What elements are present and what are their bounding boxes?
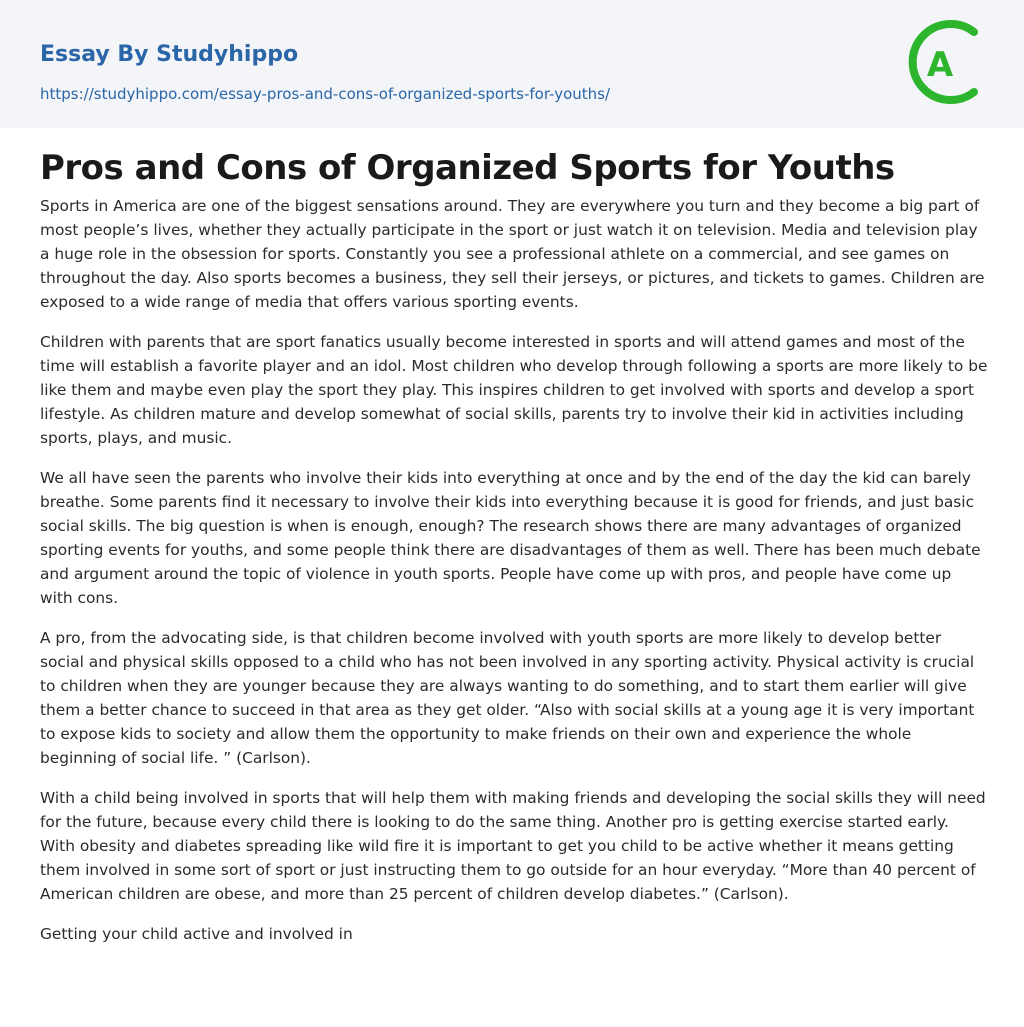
essay-paragraph-4: A pro, from the advocating side, is that children become involved with youth sports are more likely to develop better social and physical skills opposed to a child who has not been involved in any sporting activity. Physical activity is crucial to children when they are younger because they are always wanting to do something, and to start them earlier will give them a better chance to succeed in that area as they get older. “Also with social skills at a young age it is very important to expose kids to society and allow them the opportunity to make friends on their own and experience the whole beginning of social life. ” (Carlson). bbox=[40, 629, 975, 767]
essay-paragraph-6: Getting your child active and involved in bbox=[40, 925, 353, 943]
brand-title[interactable]: Essay By Studyhippo bbox=[40, 42, 299, 67]
source-url-link[interactable]: https://studyhippo.com/essay-pros-and-cons-of-organized-sports-for-youths/ bbox=[40, 85, 611, 103]
logo-ring-inner bbox=[970, 38, 982, 86]
essay-paragraph-2: Children with parents that are sport fanatics usually become interested in sports and will attend games and most of the time will establish a favorite player and an idol. Most children who develop through following a sports are more likely to be like them and maybe even play the sport they play. This inspires children to get involved with sports and develop a sport lifestyle. As children mature and develop somewhat of social skills, parents try to involve their kid in activities including sports, plays, and music. bbox=[40, 333, 988, 447]
essay-paragraph-1: Sports in America are one of the biggest sensations around. They are everywhere you turn and they become a big part of most people’s lives, whether they actually participate in the sport or just watch it on television. Media and television play a huge role in the obsession for sports. Constantly you see a professional athlete on a commercial, and see games on throughout the day. Also sports becomes a business, they sell their jerseys, or pictures, and tickets to games. Children are exposed to a wide range of media that offers various sporting events. bbox=[40, 197, 985, 311]
essay-content bbox=[40, 146, 988, 962]
essay-paragraph-3: We all have seen the parents who involve their kids into everything at once and by the end of the day the kid can barely breathe. Some parents find it necessary to involve their kids into everything because it is good for friends, and just basic social skills. The big question is when is enough, enough? The research shows there are many advantages of organized sporting events for youths, and some people think there are disadvantages of them as well. There has been much debate and argument around the topic of violence in youth sports. People have come up with pros, and people have come up with cons. bbox=[40, 469, 981, 607]
logo-a-icon[interactable] bbox=[906, 16, 990, 108]
essay-paragraph-5: With a child being involved in sports that will help them with making friends and developing the social skills they will need for the future, because every child there is looking to do the same thing. Another pro is getting exercise started early. With obesity and diabetes spreading like wild fire it is important to get you child to be active whether it means getting them involved in some sort of sport or just instructing them to go outside for an hour everyday. “More than 40 percent of American children are obese, and more than 25 percent of children develop diabetes.” (Carlson). bbox=[40, 789, 986, 903]
essay-title: Pros and Cons of Organized Sports for Youths bbox=[40, 148, 895, 188]
site-header bbox=[0, 0, 1024, 128]
logo-letter: A bbox=[926, 45, 954, 85]
